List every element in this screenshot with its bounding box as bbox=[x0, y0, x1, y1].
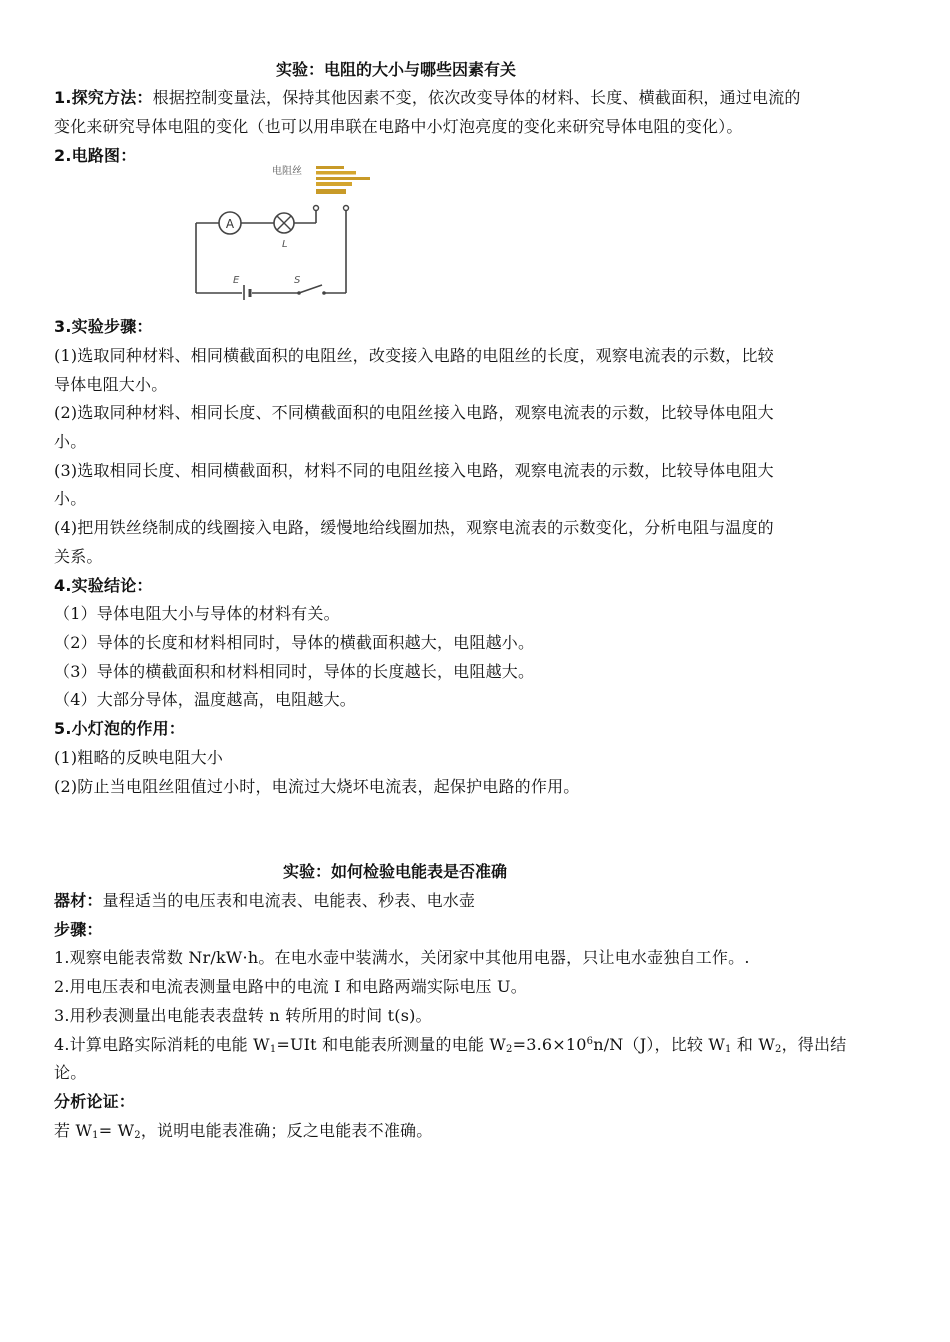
step4-part: 4.计算电路实际消耗的电能 W bbox=[54, 1035, 270, 1054]
section1-title: 实验：电阻的大小与哪些因素有关 bbox=[276, 60, 517, 79]
resistance-wire-bars-icon bbox=[316, 166, 370, 194]
step-line: 小。 bbox=[54, 432, 87, 451]
step4-part: ，得出结 bbox=[781, 1035, 847, 1054]
bulb-item: (1)粗略的反映电阻大小 bbox=[54, 748, 224, 767]
step4-subscript: 1 bbox=[269, 1044, 277, 1055]
step4-part: 和 W bbox=[731, 1035, 776, 1054]
lamp-icon bbox=[274, 213, 294, 233]
step-line: (2)选取同种材料、相同长度、不同横截面积的电阻丝接入电路，观察电流表的示数，比较导体电阻大 bbox=[54, 403, 774, 422]
analysis-subscript: 1 bbox=[92, 1130, 99, 1141]
analysis-subscript: 2 bbox=[134, 1130, 141, 1141]
equipment-line bbox=[54, 891, 900, 911]
ammeter-icon bbox=[219, 212, 241, 234]
method-line-2: 变化来研究导体电阻的变化（也可以用串联在电路中小灯泡亮度的变化来研究导体电阻的变化）。 bbox=[54, 117, 743, 136]
method-text: 根据控制变量法，保持其他因素不变，依次改变导体的材料、长度、横截面积，通过电流的 bbox=[152, 88, 801, 107]
step-line: 导体电阻大小。 bbox=[54, 375, 168, 394]
step-line: 关系。 bbox=[54, 547, 103, 566]
step4-part: =UIt 和电能表所测量的电能 W bbox=[276, 1035, 507, 1054]
method-line-1 bbox=[54, 88, 900, 108]
procedure-step-3: 3.用秒表测量出电能表表盘转 n 转所用的时间 t(s)。 bbox=[54, 1006, 432, 1025]
switch-label: S bbox=[294, 275, 301, 286]
procedure-step-4-cont: 论。 bbox=[54, 1063, 87, 1082]
step4-subscript: 2 bbox=[775, 1044, 782, 1055]
step4-superscript: 6 bbox=[586, 1036, 594, 1047]
circuit-heading: 2.电路图： bbox=[54, 146, 137, 165]
analysis-text bbox=[54, 1121, 900, 1141]
equipment-heading: 器材： bbox=[54, 891, 103, 910]
battery-label: E bbox=[233, 275, 240, 286]
step-line: 小。 bbox=[54, 489, 87, 508]
analysis-part: = W bbox=[98, 1121, 135, 1140]
bulb-heading: 5.小灯泡的作用： bbox=[54, 719, 186, 738]
bulb-item: (2)防止当电阻丝阻值过小时，电流过大烧坏电流表，起保护电路的作用。 bbox=[54, 777, 580, 796]
procedure-heading: 步骤： bbox=[54, 920, 103, 939]
conclusion-item: （4）大部分导体，温度越高，电阻越大。 bbox=[54, 690, 356, 709]
conclusion-item: （1）导体电阻大小与导体的材料有关。 bbox=[54, 604, 340, 623]
circuit-diagram bbox=[186, 160, 386, 300]
step-line: (3)选取相同长度、相同横截面积，材料不同的电阻丝接入电路，观察电流表的示数，比较导体电阻大 bbox=[54, 461, 774, 480]
battery-icon bbox=[244, 285, 250, 300]
section2-title: 实验：如何检验电能表是否准确 bbox=[283, 862, 508, 881]
conclusion-heading: 4.实验结论： bbox=[54, 576, 153, 595]
steps-heading: 3.实验步骤： bbox=[54, 317, 153, 336]
procedure-step-4 bbox=[54, 1035, 900, 1055]
procedure-step-1: 1.观察电能表常数 Nr/kW·h。在电水壶中装满水，关闭家中其他用电器，只让电水壶独自工作。. bbox=[54, 948, 750, 967]
conclusion-item: （2）导体的长度和材料相同时，导体的横截面积越大，电阻越小。 bbox=[54, 633, 535, 652]
terminal-right-icon bbox=[344, 206, 349, 211]
analysis-part: 若 W bbox=[54, 1121, 93, 1140]
switch-icon bbox=[297, 285, 326, 295]
resistance-wire-label: 电阻丝 bbox=[272, 166, 302, 177]
equipment-text: 量程适当的电压表和电流表、电能表、秒表、电水壶 bbox=[102, 891, 476, 910]
step4-subscript: 1 bbox=[725, 1044, 732, 1055]
step-line: (4)把用铁丝绕制成的线圈接入电路，缓慢地给线圈加热，观察电流表的示数变化，分析电阻与温度的 bbox=[54, 518, 774, 537]
terminal-left-icon bbox=[314, 206, 319, 211]
step-line: (1)选取同种材料、相同横截面积的电阻丝，改变接入电路的电阻丝的长度，观察电流表的示数，比较 bbox=[54, 346, 774, 365]
ammeter-label: A bbox=[225, 217, 235, 231]
conclusion-item: （3）导体的横截面积和材料相同时，导体的长度越长，电阻越大。 bbox=[54, 662, 535, 681]
procedure-step-2: 2.用电压表和电流表测量电路中的电流 I 和电路两端实际电压 U。 bbox=[54, 977, 527, 996]
step4-part: =3.6×10 bbox=[512, 1035, 587, 1054]
lamp-label: L bbox=[282, 239, 288, 250]
analysis-part: ，说明电能表准确；反之电能表不准确。 bbox=[140, 1121, 433, 1140]
step4-subscript: 2 bbox=[506, 1044, 513, 1055]
method-heading: 1.探究方法： bbox=[54, 88, 153, 107]
analysis-heading: 分析论证： bbox=[54, 1092, 136, 1111]
step4-part: n/N（J），比较 W bbox=[593, 1035, 726, 1054]
